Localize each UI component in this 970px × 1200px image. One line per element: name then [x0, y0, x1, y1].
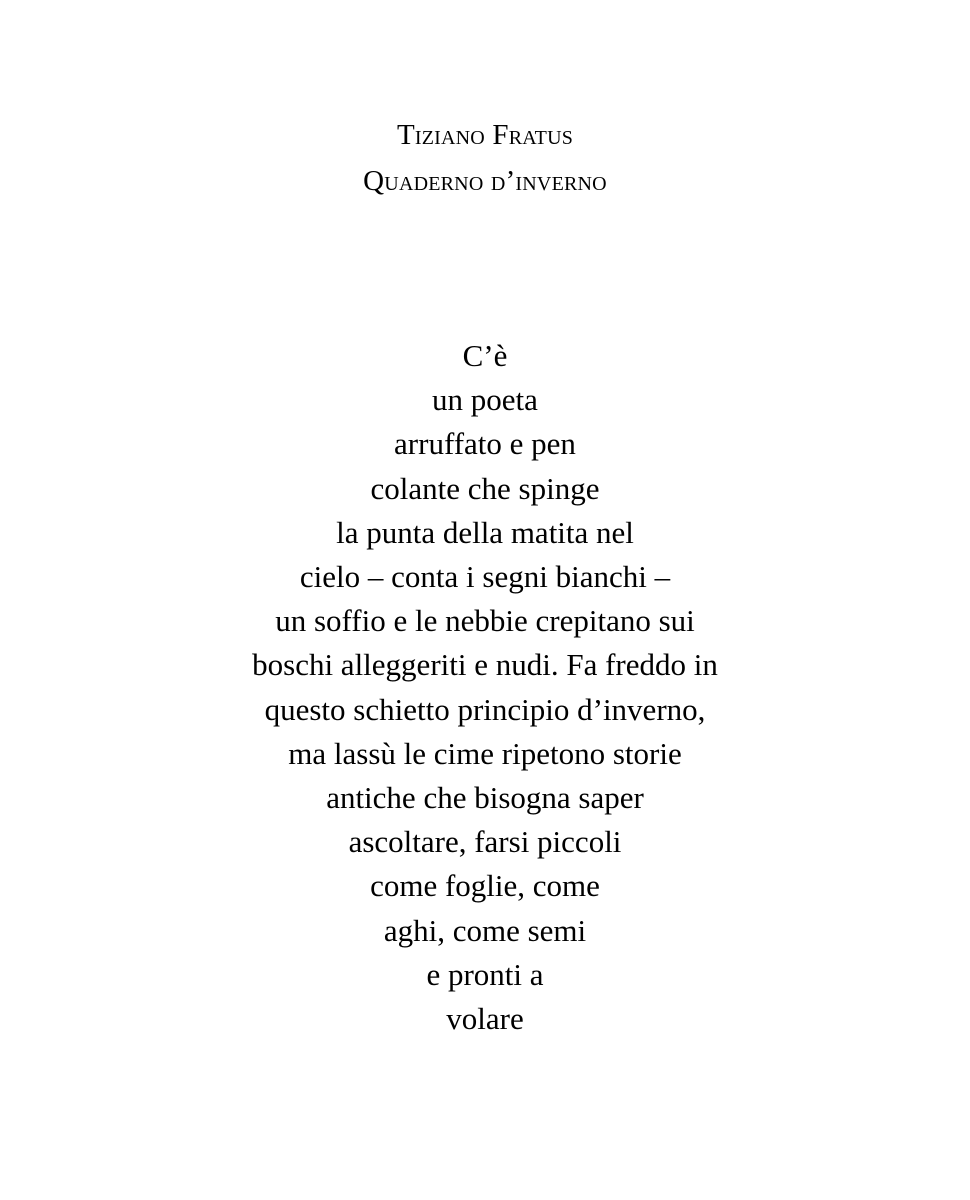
poem-line: antiche che bisogna saper — [326, 780, 644, 816]
poem-line: un poeta — [432, 382, 538, 418]
poem-line: colante che spinge — [370, 470, 600, 506]
poem-line: aghi, come semi — [383, 912, 587, 948]
poem-line: la punta della matita nel — [336, 514, 634, 550]
poem-line: un soffio e le nebbie crepitano sui — [275, 603, 695, 639]
poem-line: questo schietto principio d’inverno, — [264, 691, 706, 727]
book-title: Quaderno d’inverno — [363, 165, 607, 197]
poem — [0, 334, 970, 1041]
poem-line: ma lassù le cime ripetono storie — [288, 735, 682, 771]
page-header — [0, 112, 970, 204]
poem-line: C’è — [462, 338, 508, 373]
poem-line: volare — [446, 1001, 524, 1037]
poem-line: arruffato e pen — [394, 426, 576, 462]
poem-line: boschi alleggeriti e nudi. Fa freddo in — [252, 647, 718, 683]
poem-line: cielo – conta i segni bianchi – — [299, 559, 671, 595]
author-name: Tiziano Fratus — [396, 119, 574, 151]
poem-line: e pronti a — [426, 956, 544, 992]
poem-line: ascoltare, farsi piccoli — [348, 824, 622, 860]
poem-line: come foglie, come — [370, 868, 600, 904]
